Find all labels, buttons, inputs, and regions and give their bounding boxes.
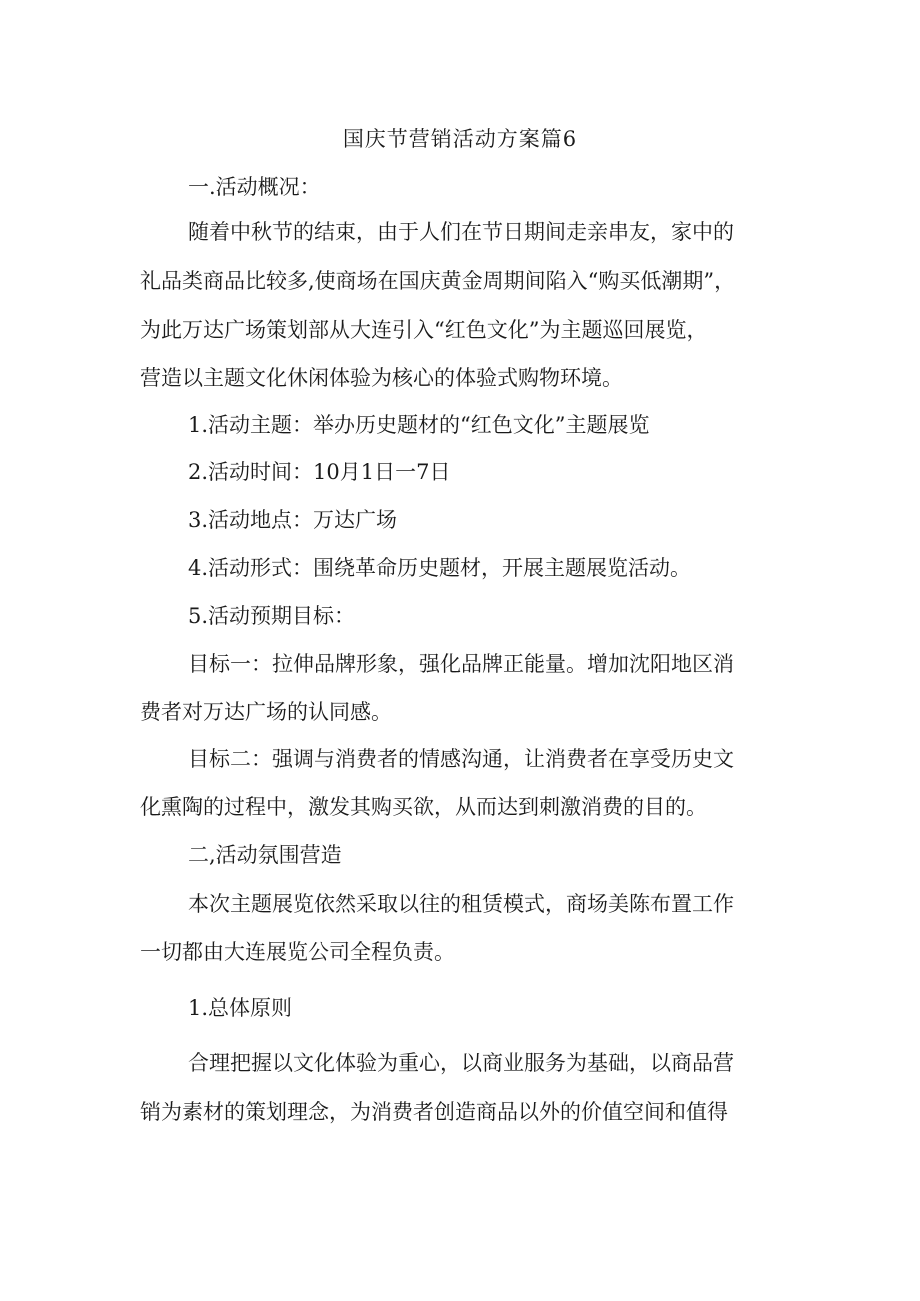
goal2-line-1: 目标二：强调与消费者的情感沟通，让消费者在享受历史文 [188,747,734,771]
activity-time-item: 2.活动时间：10月1日一7日 [188,460,451,484]
document-title: 国庆节营销活动方案篇6 [342,127,578,151]
activity-form-item: 4.活动形式：围绕革命历史题材，开展主题展览活动。 [188,556,692,580]
section1-intro-line-1: 随着中秋节的结束，由于人们在节日期间走亲串友，家中的 [188,220,734,244]
overall-principle-heading: 1.总体原则 [188,996,293,1020]
section1-heading: 一.活动概况： [188,175,321,199]
goal1-line-1: 目标一：拉伸品牌形象，强化品牌正能量。增加沈阳地区消 [188,652,734,676]
section2-intro-line-1: 本次主题展览依然采取以往的租赁模式，商场美陈布置工作 [188,892,734,916]
activity-goals-item: 5.活动预期目标： [188,604,356,628]
section1-intro-line-2: 礼品类商品比较多,使商场在国庆黄金周期间陷入“购买低潮期”， [140,269,736,293]
section1-intro-line-3: 为此万达广场策划部从大连引入“红色文化”为主题巡回展览， [140,318,708,342]
principle-line-1: 合理把握以文化体验为重心，以商业服务为基础，以商品营 [188,1051,734,1075]
activity-theme-item: 1.活动主题：举办历史题材的“红色文化”主题展览 [188,413,650,437]
goal1-line-2: 费者对万达广场的认同感。 [140,700,392,724]
section2-intro-line-2: 一切都由大连展览公司全程负责。 [140,940,455,964]
activity-location-item: 3.活动地点：万达广场 [188,508,398,532]
principle-line-2: 销为素材的策划理念，为消费者创造商品以外的价值空间和值得 [140,1100,728,1124]
section2-heading: 二,活动氛围营造 [188,843,342,867]
section1-intro-line-4: 营造以主题文化休闲体验为核心的体验式购物环境。 [140,366,623,390]
goal2-line-2: 化熏陶的过程中，激发其购买欲，从而达到刺激消费的目的。 [140,795,707,819]
